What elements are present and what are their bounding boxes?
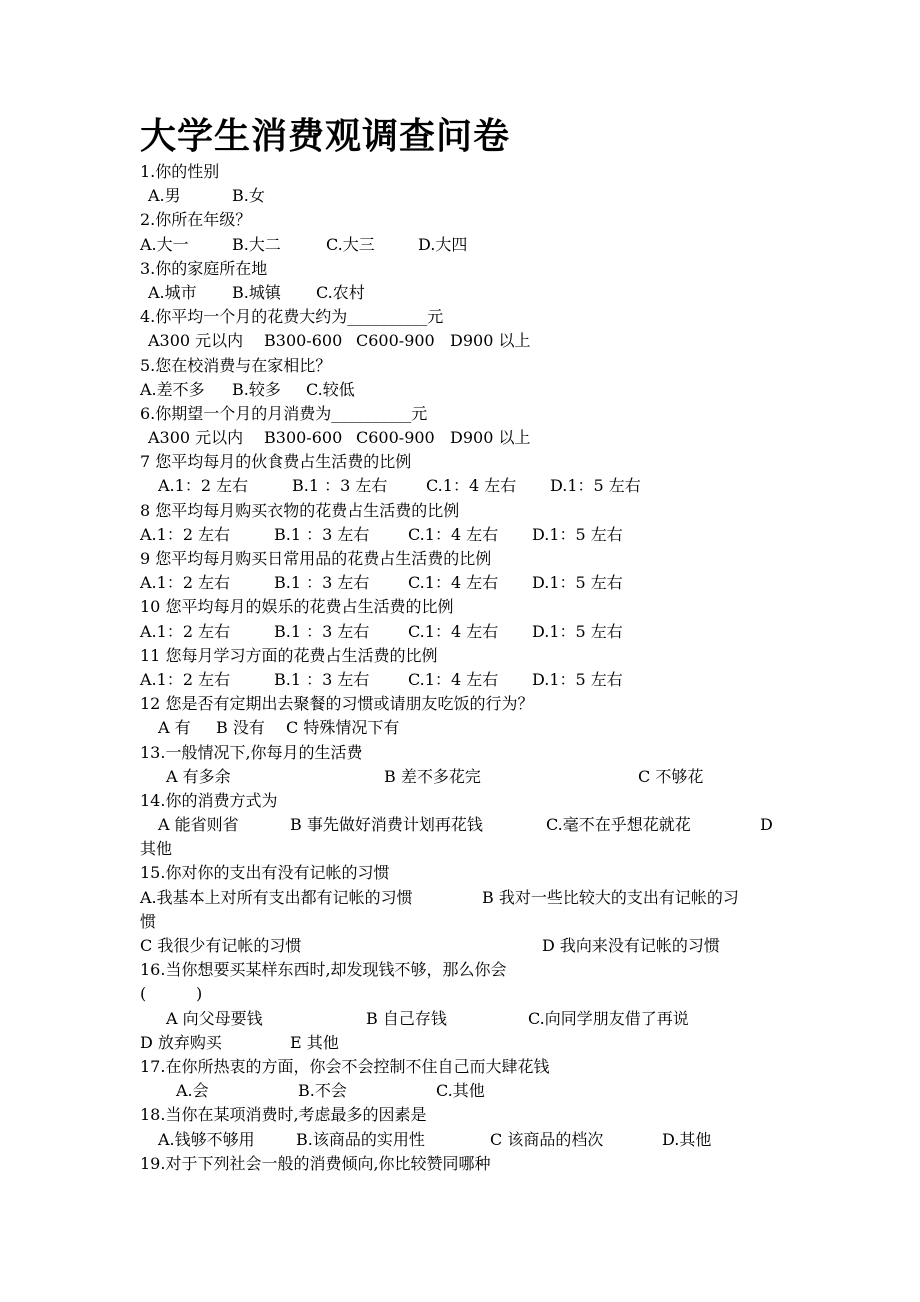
- option-text: D.1：5 左右: [550, 476, 641, 496]
- option-text: A.1：2 左右: [140, 573, 231, 593]
- option-text: B.该商品的实用性: [296, 1129, 425, 1149]
- question-line: [140, 1079, 790, 1103]
- option-text: C.毫不在乎想花就花: [546, 815, 691, 835]
- question-line: [140, 741, 790, 765]
- question-line: [140, 716, 790, 740]
- option-text: A.大一: [140, 234, 189, 254]
- question-line: [140, 982, 790, 1006]
- option-text: B 差不多花完: [384, 766, 481, 786]
- line-text: 2.你所在年级？: [140, 210, 252, 230]
- question-line: [140, 233, 790, 257]
- option-text: E 其他: [290, 1032, 339, 1052]
- option-text: B.1 ：3 左右: [292, 476, 388, 496]
- line-text: 5.您在校消费与在家相比？: [140, 355, 332, 375]
- line-text: 12 您是否有定期出去聚餐的习惯或请朋友吃饭的行为？: [140, 694, 534, 714]
- option-text: D 放弃购买: [140, 1032, 222, 1052]
- question-line: [140, 329, 790, 353]
- option-text: C.1：4 左右: [408, 524, 499, 544]
- question-line: [140, 886, 790, 910]
- question-line: [140, 354, 790, 378]
- questionnaire-body: [140, 160, 790, 1176]
- option-text: D.1：5 左右: [532, 621, 623, 641]
- option-text: C 该商品的档次: [490, 1129, 604, 1149]
- option-text: D.1：5 左右: [532, 524, 623, 544]
- option-text: A 向父母要钱: [166, 1008, 263, 1028]
- question-line: [140, 305, 790, 329]
- option-text: B.1 ：3 左右: [274, 621, 370, 641]
- question-line: [140, 571, 790, 595]
- line-text: 16.当你想要买某样东西时,却发现钱不够，那么你会: [140, 960, 507, 980]
- line-text: 其他: [140, 839, 173, 859]
- option-text: B.城镇: [232, 282, 281, 302]
- option-text: B300-600: [264, 331, 343, 351]
- line-text: 15.你对你的支出有没有记帐的习惯: [140, 863, 390, 883]
- option-text: B 事先做好消费计划再花钱: [290, 815, 483, 835]
- line-text: 14.你的消费方式为: [140, 790, 278, 810]
- question-line: [140, 499, 790, 523]
- option-text: C.大三: [326, 234, 375, 254]
- question-line: [140, 789, 790, 813]
- question-line: [140, 184, 790, 208]
- question-line: [140, 426, 790, 450]
- option-text: B 我对一些比较大的支出有记帐的习: [482, 887, 739, 907]
- question-line: [140, 1007, 790, 1031]
- question-line: [140, 958, 790, 982]
- option-text: D.1：5 左右: [532, 573, 623, 593]
- question-line: [140, 1128, 790, 1152]
- question-line: [140, 692, 790, 716]
- option-text: D.大四: [418, 234, 468, 254]
- line-text: 19.对于下列社会一般的消费倾向,你比较赞同哪种: [140, 1153, 491, 1173]
- question-line: [140, 1103, 790, 1127]
- option-text: (: [140, 984, 147, 1004]
- option-text: A.男: [148, 186, 181, 206]
- question-line: [140, 668, 790, 692]
- option-text: A300 元以内: [148, 331, 244, 351]
- option-text: A.钱够不够用: [158, 1129, 255, 1149]
- option-text: C 我很少有记帐的习惯: [140, 936, 302, 955]
- option-text: C.1：4 左右: [408, 669, 499, 689]
- option-text: A 能省则省: [158, 815, 239, 835]
- option-text: B.1 ：3 左右: [274, 524, 370, 544]
- option-text: C600-900: [356, 428, 435, 448]
- option-text: D.1：5 左右: [532, 669, 623, 689]
- question-line: [140, 1055, 790, 1079]
- option-text: B.女: [232, 186, 265, 206]
- option-text: C.1：4 左右: [408, 621, 499, 641]
- option-text: B.较多: [232, 379, 281, 399]
- line-text: 18.当你在某项消费时,考虑最多的因素是: [140, 1105, 427, 1125]
- option-text: C 特殊情况下有: [286, 718, 400, 738]
- option-text: B300-600: [264, 428, 343, 448]
- option-text: C 不够花: [638, 766, 704, 786]
- question-line: [140, 861, 790, 885]
- question-line: [140, 402, 790, 426]
- option-text: C.农村: [316, 282, 365, 302]
- line-text: 7 您平均每月的伙食费占生活费的比例: [140, 452, 412, 472]
- line-text: 11 您每月学习方面的花费占生活费的比例: [140, 645, 438, 665]
- question-line: [140, 1152, 790, 1176]
- option-text: A.1：2 左右: [140, 621, 231, 641]
- question-line: [140, 934, 790, 958]
- line-text: 10 您平均每月的娱乐的花费占生活费的比例: [140, 597, 454, 617]
- question-line: [140, 208, 790, 232]
- question-line: [140, 547, 790, 571]
- option-text: A.会: [176, 1081, 209, 1101]
- option-text: D900 以上: [450, 331, 531, 351]
- option-text: A.1：2 左右: [158, 476, 249, 496]
- option-text: A.城市: [148, 282, 197, 302]
- line-text: 17.在你所热衷的方面，你会不会控制不住自己而大肆花钱: [140, 1056, 550, 1076]
- option-text: D 我向来没有记帐的习惯: [542, 936, 720, 955]
- option-text: A.我基本上对所有支出都有记帐的习惯: [140, 887, 413, 907]
- option-text: B.不会: [298, 1081, 347, 1101]
- option-text: C.较低: [306, 379, 355, 399]
- option-text: B.大二: [232, 234, 281, 254]
- question-line: [140, 450, 790, 474]
- question-line: [140, 474, 790, 498]
- question-line: [140, 378, 790, 402]
- question-line: [140, 281, 790, 305]
- option-text: A.差不多: [140, 379, 205, 399]
- option-text: A.1：2 左右: [140, 524, 231, 544]
- option-text: C.1：4 左右: [408, 573, 499, 593]
- option-text: D900 以上: [450, 428, 531, 448]
- line-text: 4.你平均一个月的花费大约为__________元: [140, 307, 444, 327]
- line-text: 9 您平均每月购买日常用品的花费占生活费的比例: [140, 549, 492, 568]
- question-line: [140, 620, 790, 644]
- option-text: C.1：4 左右: [426, 476, 517, 496]
- option-text: A 有: [158, 718, 191, 738]
- line-text: 8 您平均每月购买衣物的花费占生活费的比例: [140, 500, 460, 520]
- option-text: D.其他: [662, 1129, 712, 1149]
- question-line: [140, 813, 790, 837]
- question-line: [140, 523, 790, 547]
- line-text: 惯: [140, 911, 157, 931]
- line-text: 13.一般情况下,你每月的生活费: [140, 742, 363, 762]
- question-line: [140, 257, 790, 281]
- option-text: B 没有: [216, 718, 265, 738]
- option-text: A.1：2 左右: [140, 669, 231, 689]
- option-text: B.1 ：3 左右: [274, 573, 370, 593]
- line-text: 6.你期望一个月的月消费为__________元: [140, 403, 428, 423]
- option-text: A 有多余: [166, 766, 231, 786]
- question-line: [140, 910, 790, 934]
- option-text: C600-900: [356, 331, 435, 351]
- option-text: A300 元以内: [148, 428, 244, 448]
- option-text: C.向同学朋友借了再说: [528, 1008, 689, 1028]
- option-text: D: [760, 815, 773, 835]
- question-line: [140, 1031, 790, 1055]
- question-line: [140, 160, 790, 184]
- option-text: B 自己存钱: [366, 1008, 447, 1028]
- question-line: [140, 644, 790, 668]
- line-text: 3.你的家庭所在地: [140, 258, 268, 278]
- option-text: ): [196, 984, 203, 1004]
- question-line: [140, 765, 790, 789]
- option-text: C.其他: [436, 1081, 485, 1101]
- line-text: 1.你的性别: [140, 162, 220, 181]
- question-line: [140, 837, 790, 861]
- option-text: B.1 ：3 左右: [274, 669, 370, 689]
- document-title: 大学生消费观调查问卷: [140, 116, 511, 157]
- question-line: [140, 595, 790, 619]
